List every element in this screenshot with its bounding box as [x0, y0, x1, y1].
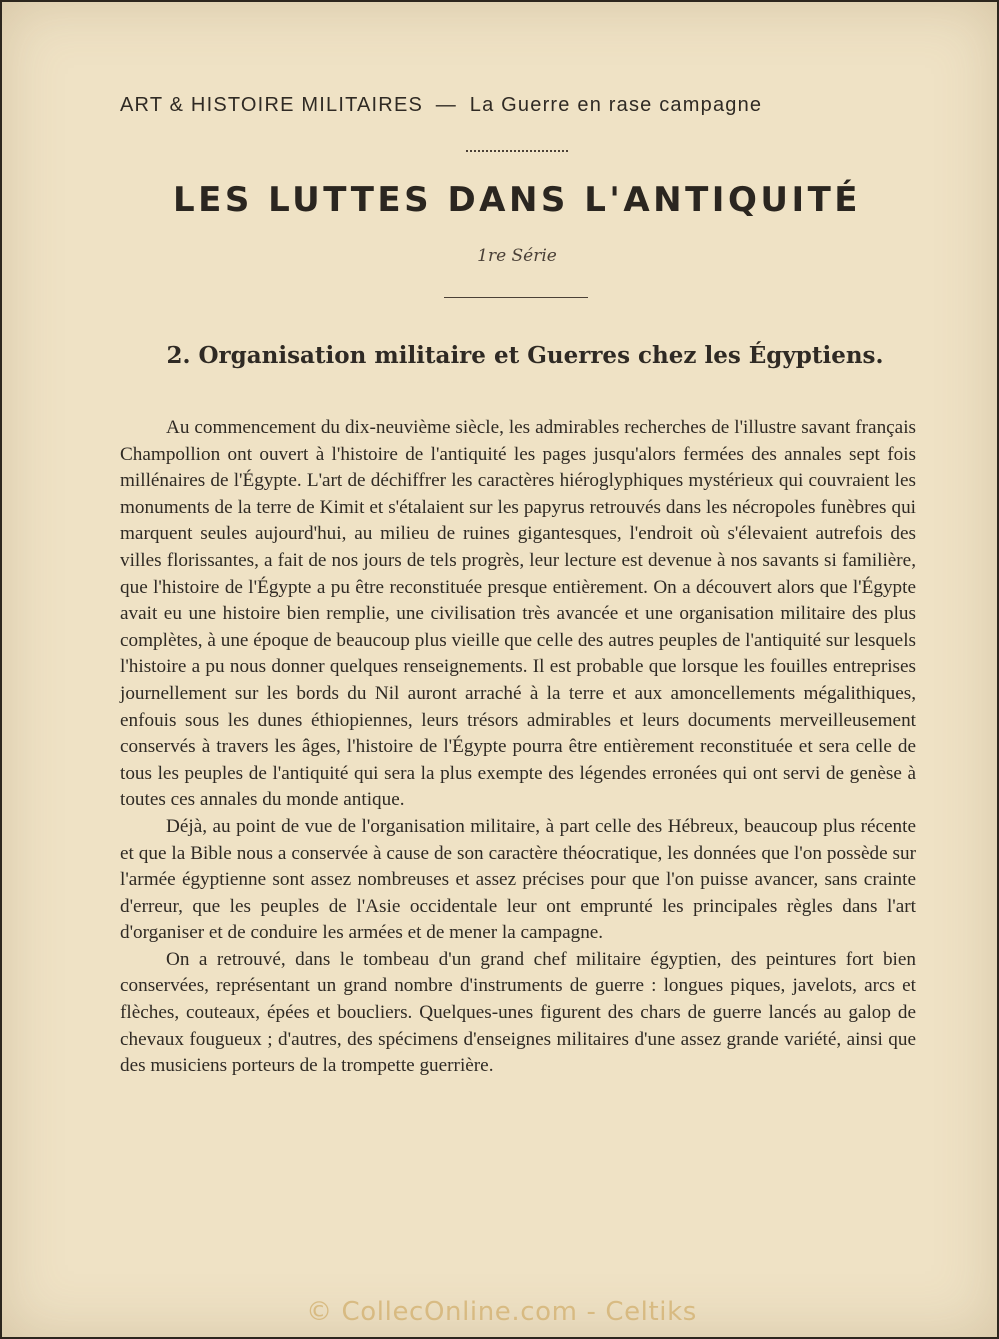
series-header — [120, 94, 920, 117]
ornament-divider — [466, 150, 568, 152]
page-title: LES LUTTES DANS L'ANTIQUITÉ — [172, 180, 862, 220]
watermark: © CollecOnline.com - Celtiks — [306, 1297, 697, 1327]
series-subtitle: La Guerre en rase campagne — [469, 94, 763, 116]
header-separator: — — [435, 94, 457, 116]
paragraph: On a retrouvé, dans le tombeau d'un grand chef militaire égyptien, des peintures fort bien conservées, représentant un grand nombre d'instruments de guerre : longues piques, javelots, arcs et flèches, couteaux, épées et boucliers. Quelques-unes figurent des chars de guerre lancés au galop de chevaux fougueux ; d'autres, des spécimens d'enseignes militaires d'une assez grande variété, ainsi que des musiciens porteurs de la trompette guerrière. — [120, 948, 916, 1077]
title-rule — [444, 297, 588, 298]
series-number: 1re Série — [477, 246, 557, 266]
body-text — [120, 415, 916, 1080]
paragraph: Déjà, au point de vue de l'organisation militaire, à part celle des Hébreux, beaucoup plus récente et que la Bible nous a conservée à cause de son caractère théocratique, les données que l'on possède sur l'armée égyptienne sont assez nombreuses et assez précises pour que l'on puisse avancer, sans crainte d'erreur, que les peuples de l'Asie occidentale leur ont emprunté les principales règles dans l'art d'organiser et de conduire les armées et de mener la campagne. — [120, 815, 916, 944]
chapter-title: 2. Organisation militaire et Guerres chez les Égyptiens. — [166, 342, 884, 369]
series-name: ART & HISTOIRE MILITAIRES — [120, 94, 424, 116]
paragraph: Au commencement du dix-neuvième siècle, les admirables recherches de l'illustre savant français Champollion ont ouvert à l'histoire de l'antiquité les pages jusqu'alors fermées des annales sept fois millénaires de l'Égypte. L'art de déchiffrer les caractères hiéroglyphiques mystérieux qui couvraient les monuments de la terre de Kimit et s'étalaient sur les papyrus retrouvés dans les nécropoles funèbres qui marquent seules aujourd'hui, au milieu de ruines gigantesques, l'endroit où s'élevaient autrefois des villes florissantes, a fait de nos jours de tels progrès, leur lecture est devenue à nos savants si familière, que l'histoire de l'Égypte a pu être reconstituée presque entièrement. On a découvert alors que l'Égypte avait eu une histoire bien remplie, une civilisation très avancée et une organisation militaire des plus complètes, à une époque de beaucoup plus vieille que celle des autres peuples de l'antiquité sur lesquels l'histoire a pu nous donner quelques renseignements. Il est probable que lorsque les fouilles entreprises journellement sur les bords du Nil auront arraché à la terre et aux amoncellements mégalithiques, enfouis sous les dunes éthiopiennes, leurs trésors admirables et leurs documents merveilleusement conservés à travers les âges, l'histoire de l'Égypte pourra être entièrement reconstituée et sera celle de tous les peuples de l'antiquité qui sera la plus exempte des légendes erronées qui ont servi de genèse à toutes ces annales du monde antique. — [120, 417, 916, 811]
